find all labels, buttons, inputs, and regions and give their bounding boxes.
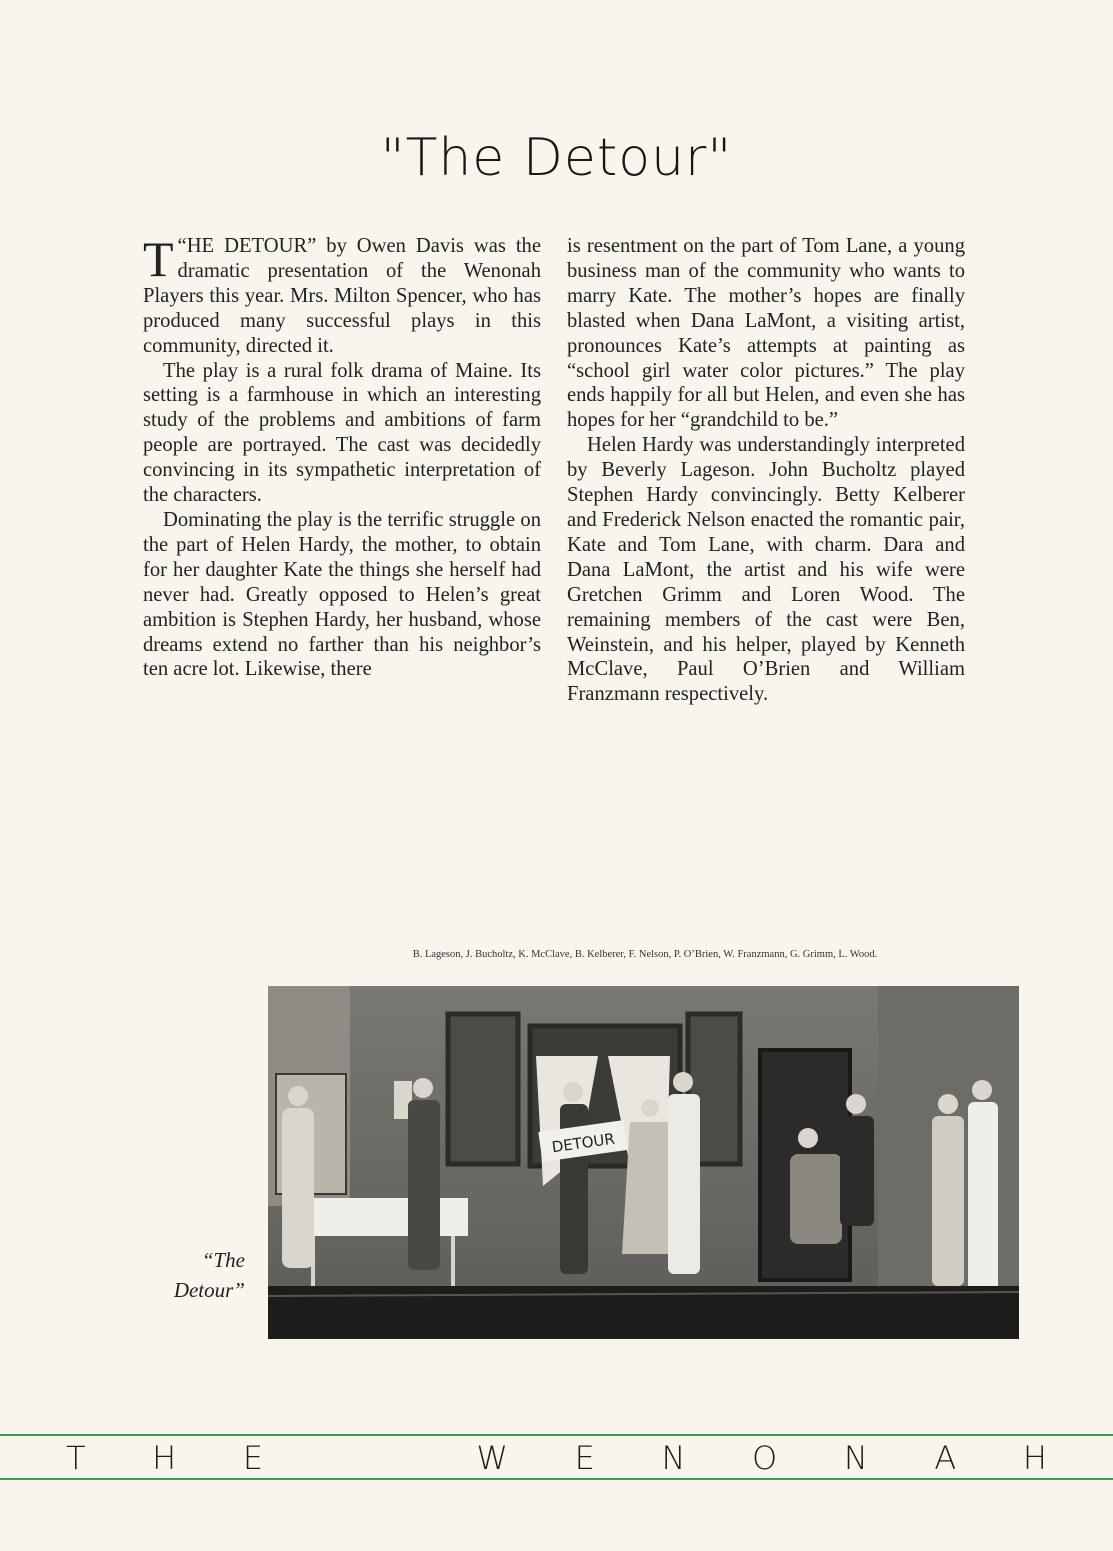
paragraph-text: HE DETOUR” by Owen Davis was the dramatic presentation of the Wenonah Players this year. Mrs. Milton Spencer, who has produced many successful plays in this community, directed it. <box>143 235 541 357</box>
footer-letter: N <box>661 1439 686 1477</box>
footer-banner <box>0 1437 1113 1479</box>
article-paragraph-3: Dominating the play is the terrific struggle on the part of Helen Hardy, the mother, to obtain for her daughter Kate the things she herself had never had. Greatly opposed to Helen’s great ambition is Stephen Hardy, her husband, whose dreams extend no farther than his neighbor’s ten acre lot. Likewise, there <box>143 508 541 681</box>
footer-letter: O <box>752 1439 778 1477</box>
dropcap-quote: “ <box>177 235 187 257</box>
article-left-column <box>143 231 541 682</box>
footer-letter: W <box>476 1439 508 1477</box>
page-title: "The Detour" <box>380 128 733 188</box>
article-paragraph-5: Helen Hardy was understandingly interpreted by Beverly Lageson. John Bucholtz played Stephen Hardy convincingly. Betty Kelberer and Frederick Nelson enacted the romantic pair, Kate and Tom Lane, with charm. Dara and Dana LaMont, the artist and his wife were Gretchen Grimm and Loren Wood. The remaining members of the cast were Ben, Weinstein, and his helper, played by Kenneth McClave, Paul O’Brien and William Franzmann respectively. <box>567 434 965 706</box>
article-paragraph-4: is resentment on the part of Tom Lane, a young business man of the community who wants to marry Kate. The mother’s hopes are finally blasted when Dana LaMont, a visiting artist, pronounces Kate’s attempts at painting as “school girl water color pictures.” The play ends happily for all but Helen, and even she has hopes for her “grandchild to be.” <box>567 235 965 432</box>
side-label-line-2: Detour” <box>173 1278 245 1302</box>
cast-photo <box>268 986 1019 1339</box>
footer-letter: H <box>152 1439 177 1477</box>
article-paragraph-1 <box>143 231 541 359</box>
footer-letter: A <box>934 1439 957 1477</box>
article-paragraph-2: The play is a rural folk drama of Maine. Its setting is a farmhouse in which an interesting study of the problems and ambitions of farm people are portrayed. The cast was decidedly convincing in its sympathetic interpretation of the characters. <box>143 359 541 507</box>
photo-side-label <box>150 1245 245 1305</box>
photo-sign-text: DETOUR <box>550 1129 616 1157</box>
photo-caption: B. Lageson, J. Bucholtz, K. McClave, B. Kelberer, F. Nelson, P. O’Brien, W. Franzmann, G. Grimm, L. Wood. <box>412 949 878 960</box>
footer-letter: N <box>843 1439 868 1477</box>
cast-photo-illustration <box>268 986 1019 1339</box>
footer-rule-bottom <box>0 1478 1113 1480</box>
footer-letter: E <box>242 1439 264 1477</box>
side-label-line-1: “The <box>201 1248 245 1272</box>
article-right-column <box>567 234 965 707</box>
footer-letter: E <box>574 1439 595 1477</box>
dropcap-letter: T <box>143 231 174 287</box>
footer-letter: H <box>1022 1439 1047 1477</box>
footer-letter: T <box>66 1439 86 1477</box>
footer-rule-top <box>0 1434 1113 1436</box>
